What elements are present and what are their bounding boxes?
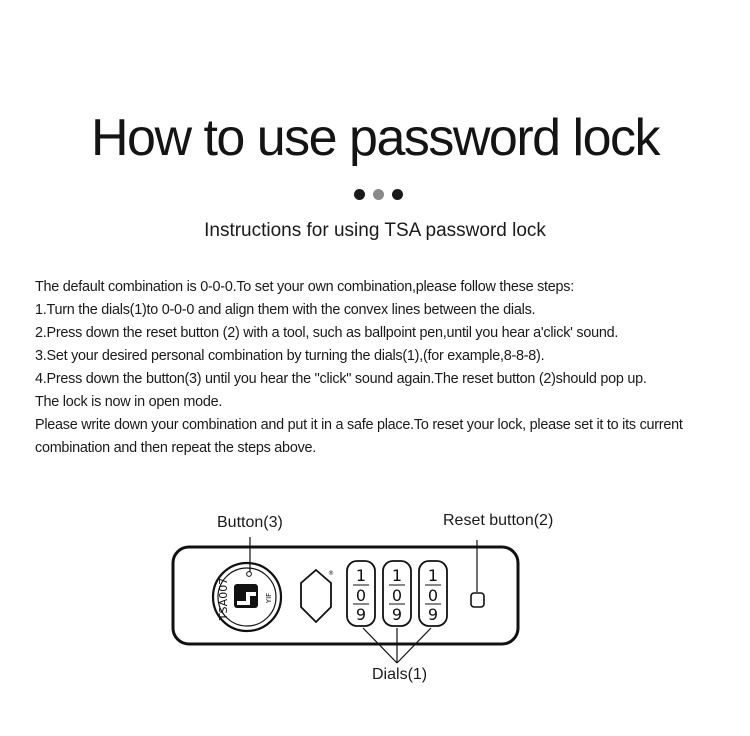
dial-digit: 0	[427, 586, 439, 605]
lock-diagram	[0, 500, 750, 700]
hexagon-icon	[301, 570, 331, 622]
dial-digit: 1	[355, 566, 367, 585]
label-reset-button-2: Reset button(2)	[443, 512, 554, 529]
dial-digit: 9	[391, 605, 403, 624]
dial-digit: 1	[427, 566, 439, 585]
dial-digit: 1	[391, 566, 403, 585]
instruction-line: 3.Set your desired personal combination by turning the dials(1),(for example,8-8-8).	[35, 348, 545, 364]
dial-1	[347, 561, 375, 626]
dial-digit: 0	[391, 586, 403, 605]
page-subtitle: Instructions for using TSA password lock	[204, 220, 546, 241]
keyhole-text: TSA007	[217, 577, 230, 621]
lock-illustration	[0, 500, 750, 700]
dial-digit: 0	[355, 586, 367, 605]
instruction-line: The lock is now in open mode.	[35, 394, 223, 410]
dial-2	[383, 561, 411, 626]
instruction-line: 1.Turn the dials(1)to 0-0-0 and align them with the convex lines between the dials.	[35, 302, 536, 318]
instruction-line: The default combination is 0-0-0.To set your own combination,please follow these steps:	[35, 279, 574, 295]
label-dials-1: Dials(1)	[372, 666, 428, 683]
keyhole-icon	[213, 563, 281, 631]
label-button-3: Button(3)	[217, 514, 283, 531]
instruction-line: 2.Press down the reset button (2) with a tool, such as ballpoint pen,until you hear a'click' sound.	[35, 325, 619, 341]
dial-digit: 9	[427, 605, 439, 624]
instructions-block	[35, 276, 725, 460]
dial-3	[419, 561, 447, 626]
registered-mark: ®	[328, 570, 334, 577]
dial-digit: 9	[355, 605, 367, 624]
page-title: How to use password lock	[90, 109, 660, 167]
dot-gray	[373, 189, 384, 200]
instruction-line: combination and then repeat the steps above.	[35, 440, 317, 456]
brand-text: YIF	[265, 592, 273, 604]
instruction-line: Please write down your combination and put it in a safe place.To reset your lock, please set it to its current	[35, 417, 683, 433]
reset-button-icon	[471, 593, 484, 607]
dot-dark-1	[354, 189, 365, 200]
dot-dark-2	[392, 189, 403, 200]
instruction-line: 4.Press down the button(3) until you hear the "click" sound again.The reset button (2)should pop up.	[35, 371, 647, 387]
